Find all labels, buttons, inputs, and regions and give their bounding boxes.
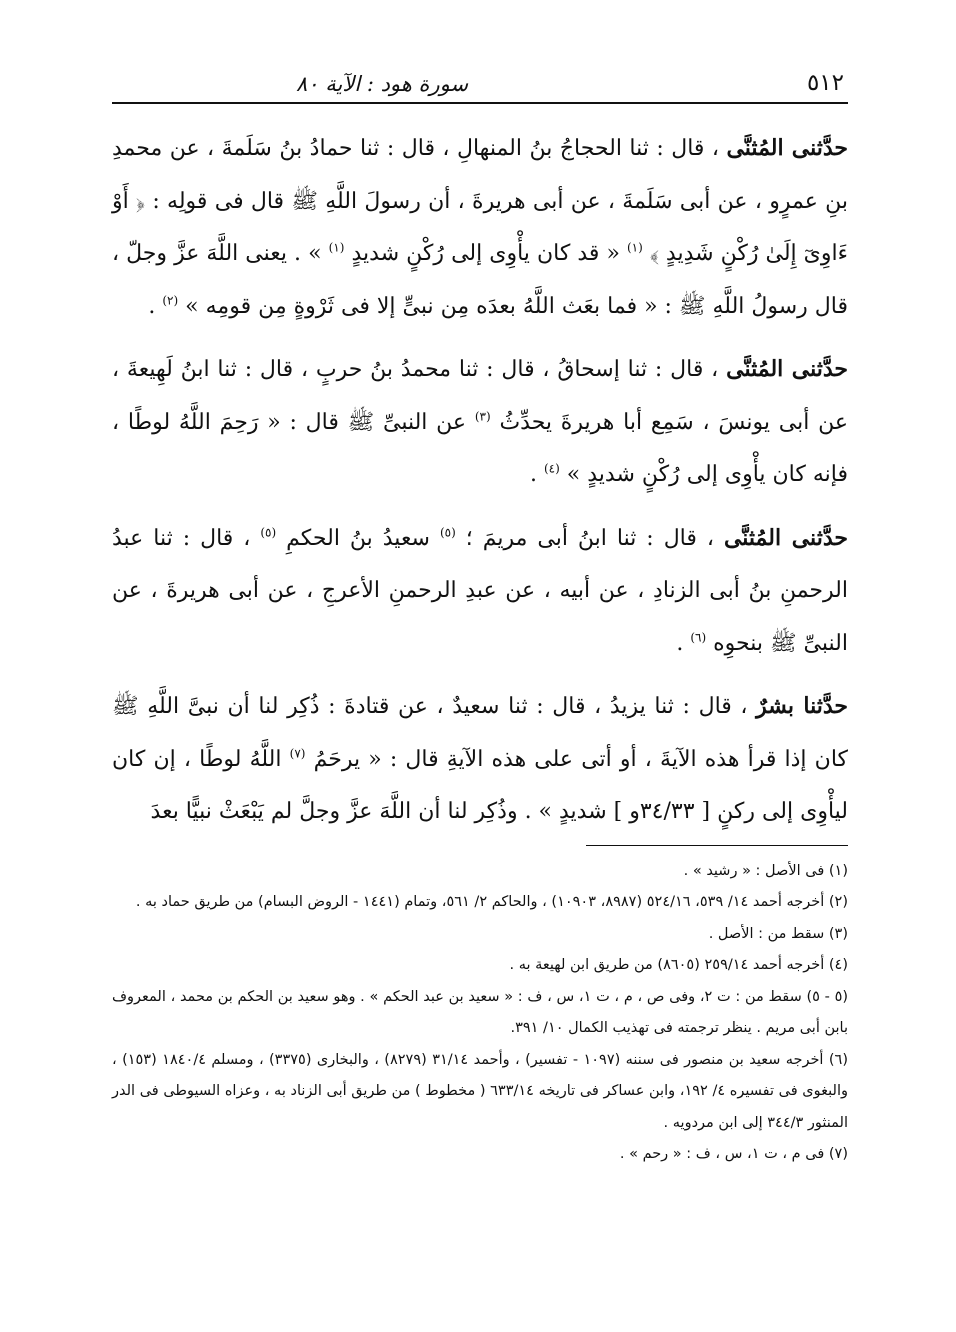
footnote-marker[interactable]: (١): [328, 240, 345, 255]
footnote-marker[interactable]: (٢): [162, 293, 179, 308]
footnote-item: (٦) أخرجه سعيد بن منصور فى سننه (١٠٩٧ - تفسير) ، وأحمد ٣١/١٤ (٨٢٧٩) ، والبخارى (٣٣٧٥) ، ومسلم ١٨٤٠/٤ (١٥٣) ، والبغوى فى تفسيره ٤/ ١٩٢، وابن عساكر فى تاريخه ٦٣٣/١٤ ( مخطوط ) من طريق أبى الزناد به ، وعزاه السيوطى فى الدر المنثور ٣٤٤/٣ إلى ابن مردويه .: [112, 1051, 848, 1131]
paragraph-text: ، قال : ثنا الحجاجُ بنُ المنهالِ ، قال : ثنا حمادُ بنُ سَلَمةَ ، عن محمدِ بنِ عمرٍو ، عن أبى سَلَمةَ ، عن أبى هريرةَ ، أن رسولَ اللَّهِ ﷺ قال فى قولِه : ﴿ أَوْ ءَاوِىٓ إِلَىٰ رُكْنٍ شَدِيدٍ ﴾: [112, 136, 848, 266]
paragraph-text: عن النبىِّ ﷺ قال : « رَحِمَ اللَّهُ لوطًا ، فإنه كان يأْوِى إلى رُكْنٍ شديدٍ »: [112, 409, 848, 487]
footnote-item: (٤) أخرجه أحمد ٢٥٩/١٤ (٨٦٠٥) من طريق ابن لهيعة به .: [509, 957, 848, 973]
main-text: [112, 122, 848, 839]
footnote-marker[interactable]: (٥): [439, 525, 456, 540]
paragraph-text: » . يعنى اللَّهَ عزَّ وجلّ ، قال رسولُ اللَّهِ ﷺ : « فما بعَث اللَّهُ بعدَه مِن نبىٍّ إلا فى ثَرْوةٍ مِن قومِه »: [112, 241, 848, 319]
narration-lead: حدَّثنى المُثنَّى: [726, 135, 848, 161]
paragraph-text: .: [148, 293, 156, 319]
hadith-paragraph: [112, 343, 848, 502]
footnote-marker[interactable]: (٣): [474, 409, 491, 424]
page-number: ٥١٢: [806, 70, 844, 96]
footnote-marker[interactable]: (٤): [543, 461, 560, 476]
footnotes-section: [112, 856, 848, 1171]
running-title: سورة هود : الآية ٨٠: [296, 72, 469, 96]
hadith-paragraph: [112, 512, 848, 671]
narration-lead: حدَّثنى المُثنَّى: [726, 356, 848, 382]
narration-lead: حدَّثنا بشرٌ: [756, 693, 848, 719]
footnote-marker[interactable]: (٥): [260, 525, 277, 540]
footnote-item: (١) فى الأصل : « رشيد » .: [683, 862, 848, 879]
paragraph-text: ، قال : ثنا ابنُ أبى مريمَ ؛: [465, 525, 714, 551]
footnote-item: (٢) أخرجه أحمد ١٤/ ٥٣٩، ٥٢٤/١٦ (٨٩٨٧، ١٠٩٠٣) ، والحاكم ٢/ ٥٦١، وتمام (١٤٤١ - الروض البسام) من طريق حماد به .: [135, 894, 848, 910]
footnote-marker[interactable]: (٦): [690, 630, 707, 645]
paragraph-text: .: [529, 462, 537, 487]
hadith-paragraph: [112, 122, 848, 333]
footnote-item: (٧) فى م ، ت ١، س ، ف : « رحم » .: [619, 1146, 848, 1162]
page-header: [112, 52, 848, 104]
footnote-marker[interactable]: (١): [626, 240, 643, 255]
footnote-item: (٥ - ٥) سقط من : ت ٢، وفى ص ، م ، ت ١، س ، ف : « سعيد بن عبد الحكم » . وهو سعيد بن الحكم بن محمد ، المعروف بابن أبى مريم . ينظر ترجمته فى تهذيب الكمال ١٠/ ٣٩١.: [112, 988, 849, 1036]
paragraph-text: .: [676, 630, 684, 656]
paragraph-text: « قد كان يأْوِى إلى رُكْنٍ شديدٍ: [351, 241, 620, 266]
narration-lead: حدَّثنى المُثنَّى: [723, 524, 848, 551]
paragraph-text: ، قال : ثنا عبدُ الرحمنِ بنُ أبى الزنادِ ، عن أبيه ، عن عبدِ الرحمنِ الأعرجِ ، عن أبى هريرةَ ، عن النبىِّ ﷺ بنحوِه: [112, 525, 848, 656]
paragraph-text: ، قال : ثنا يزيدُ ، قال : ثنا سعيدٌ ، عن قتادةَ : ذُكِر لنا أن نبىَّ اللَّهِ ﷺ كان إذا قرأ هذه الآيةَ ، أو أتى على هذه الآيةِ قال : « يرحَمُ: [112, 694, 848, 772]
footnote-item: (٣) سقط من : الأصل .: [708, 925, 848, 942]
paragraph-text: اللَّهُ لوطًا ، إن كان ليأْوِى إلى ركنٍ [ ٣٤/٣٣و ] شديدٍ » . وذُكِر لنا أن اللَّهَ عزَّ وجلَّ لم يَبْعَثْ نبيًّا بعدَ: [112, 746, 848, 824]
paragraph-text: سعيدُ بنُ الحكمِ: [286, 525, 430, 551]
footnote-divider: [586, 845, 848, 846]
hadith-paragraph: [112, 680, 848, 839]
paragraph-text: ، قال : ثنا إسحاقُ ، قال : ثنا محمدُ بنُ حربٍ ، قال : ثنا ابنُ لَهِيعةَ ، عن أبى يونسَ ، سَمِع أبا هريرةَ يحدِّثُ: [112, 357, 848, 435]
footnote-marker[interactable]: (٧): [289, 746, 306, 761]
